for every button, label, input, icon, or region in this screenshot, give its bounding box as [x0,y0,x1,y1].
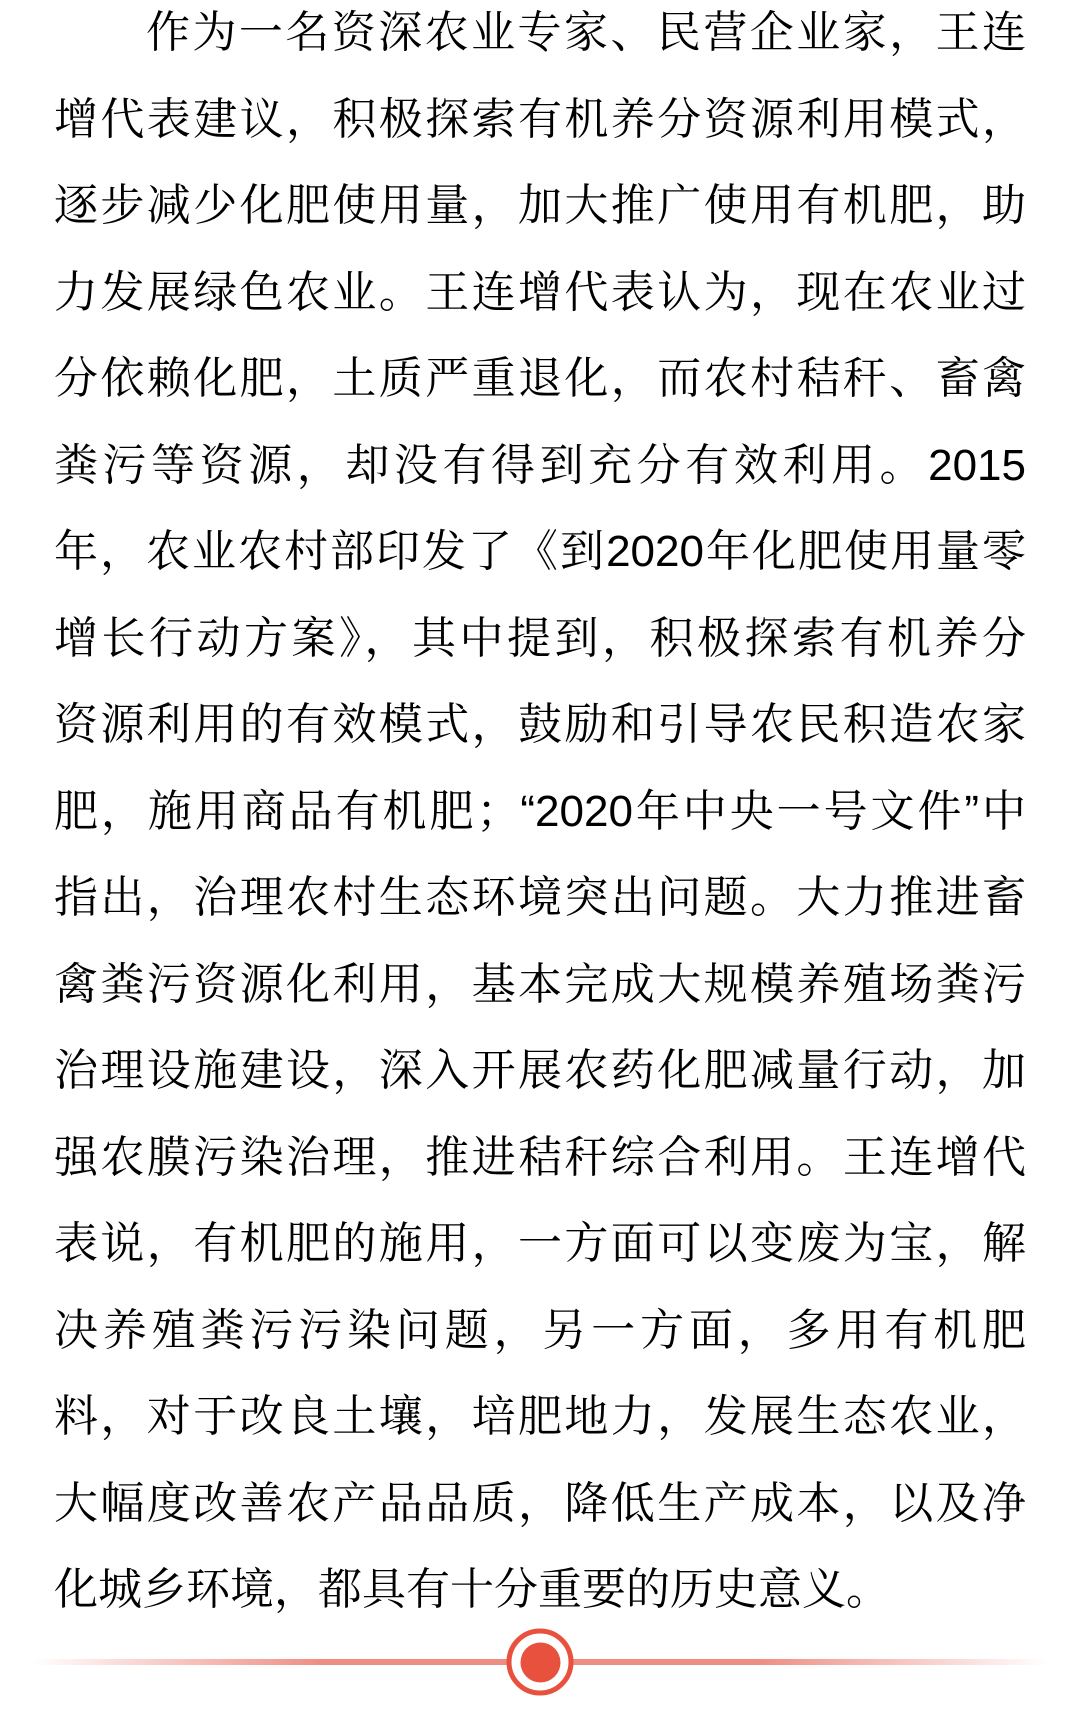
paragraph-line: 禽粪污资源化利用，基本完成大规模养殖场粪污 [54,959,1026,1009]
paragraph-line: 粪污等资源，却没有得到充分有效利用。2015 [54,440,1026,490]
red-dot [520,1642,560,1682]
paragraph-line: 逐步减少化肥使用量，加大推广使用有机肥，助 [54,181,1026,230]
red-record-dot-icon [507,1629,574,1696]
paragraph-line: 作为一名资深农业专家、民营企业家，王连 [146,8,1026,57]
paragraph-line: 增代表建议，积极探索有机养分资源利用模式， [54,94,1026,144]
paragraph-line: 强农膜污染治理，推进秸秆综合利用。王连增代 [54,1132,1026,1182]
paragraph-line: 分依赖化肥，土质严重退化，而农村秸秆、畜禽 [54,354,1026,403]
paragraph-line: 料，对于改良土壤，培肥地力，发展生态农业， [54,1392,1026,1441]
end-of-article-divider [0,1629,1080,1699]
paragraph-line: 表说，有机肥的施用，一方面可以变废为宝，解 [54,1219,1026,1268]
paragraph-line: 指出，治理农村生态环境突出问题。大力推进畜 [54,873,1026,922]
paragraph-line: 增长行动方案》，其中提到，积极探索有机养分 [54,613,1026,663]
paragraph-line: 化城乡环境，都具有十分重要的历史意义。 [54,1565,890,1614]
paragraph-line: 年，农业农村部印发了《到2020年化肥使用量零 [54,527,1026,576]
paragraph-line: 资源利用的有效模式，鼓励和引导农民积造农家 [54,700,1026,749]
article-body [54,0,1026,1634]
paragraph-line: 力发展绿色农业。王连增代表认为，现在农业过 [54,267,1026,317]
paragraph-line: 大幅度改善农产品品质，降低生产成本，以及净 [54,1478,1026,1528]
paragraph-line: 治理设施建设，深入开展农药化肥减量行动，加 [54,1046,1026,1095]
paragraph-line: 肥，施用商品有机肥；“2020年中央一号文件”中 [54,786,1026,836]
paragraph-line: 决养殖粪污污染问题，另一方面，多用有机肥 [54,1305,1026,1355]
